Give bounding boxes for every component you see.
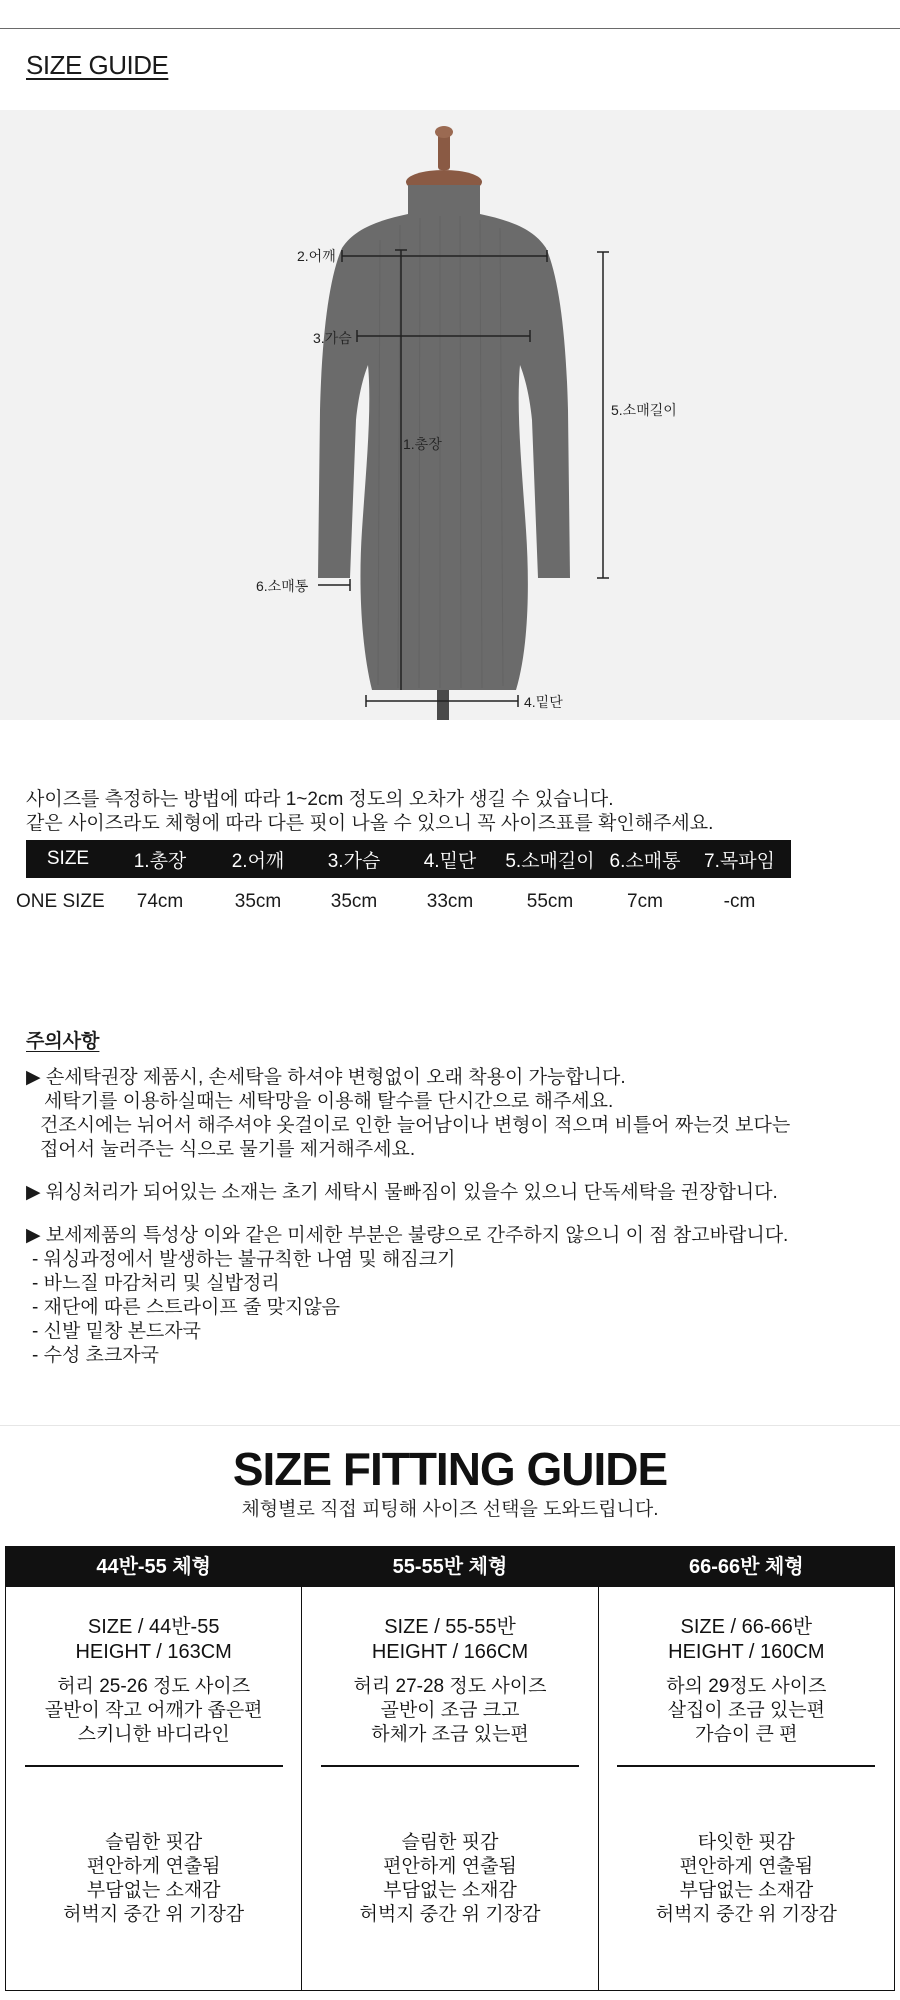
note-line: 같은 사이즈라도 체형에 따라 다른 핏이 나올 수 있으니 꼭 사이즈표를 확인해주세요. (26, 813, 714, 834)
size-table (0, 840, 791, 926)
note-line: 사이즈를 측정하는 방법에 따라 1~2cm 정도의 오차가 생길 수 있습니다. (26, 789, 614, 810)
fitting-desc (302, 1675, 597, 1747)
size-table-header-row (0, 840, 791, 878)
fitting-size: SIZE / 44반-55 (87, 1616, 220, 1638)
spacer-cell (0, 840, 26, 878)
header-cell: SIZE (26, 840, 110, 878)
fitting-desc-line: 가슴이 큰 편 (695, 1724, 798, 1745)
fitting-column-head: 55-55반 체형 (302, 1547, 597, 1587)
dress-shape (318, 185, 570, 690)
notice-line: - 워싱과정에서 발생하는 불규칙한 나염 및 해짐크기 (32, 1249, 456, 1270)
fitting-height: HEIGHT / 160CM (668, 1641, 825, 1663)
fitting-desc-line: 골반이 조금 크고 (380, 1700, 520, 1721)
fitting-feel-line: 부담없는 소재감 (86, 1880, 221, 1901)
fitting-desc-line: 하체가 조금 있는편 (371, 1724, 529, 1745)
fitting-desc (6, 1675, 301, 1747)
fitting-feel-line: 허벅지 중간 위 기장감 (359, 1904, 541, 1925)
fitting-column-head: 66-66반 체형 (599, 1547, 894, 1587)
fitting-desc-line: 골반이 작고 어깨가 좁은편 (44, 1700, 263, 1721)
header-cell: 5.소매길이 (498, 840, 602, 878)
value-cell: 35cm (234, 891, 282, 912)
fitting-feel (302, 1831, 597, 1927)
fitting-size-block (6, 1615, 301, 1665)
page-title: SIZE GUIDE (26, 50, 169, 80)
notice-line: 건조시에는 뉘어서 해주셔야 옷걸이로 인한 늘어남이나 변형이 적으며 비틀어 짜는것 보다는 (40, 1115, 791, 1136)
label-chest: 3.가슴 (313, 330, 352, 346)
label-length: 1.총장 (403, 436, 442, 452)
fitting-size: SIZE / 66-66반 (680, 1616, 813, 1638)
fitting-desc-line: 허리 25-26 정도 사이즈 (57, 1676, 251, 1697)
mannequin-knob (435, 126, 453, 138)
value-cell: -cm (723, 891, 756, 912)
header-cell: 6.소매통 (602, 840, 688, 878)
fitting-feel (599, 1831, 894, 1927)
label-sleeve-length: 5.소매길이 (611, 402, 677, 418)
fitting-feel-line: 부담없는 소재감 (383, 1880, 517, 1901)
fitting-feel-line: 슬림한 핏감 (401, 1832, 499, 1853)
fitting-feel-line: 허벅지 중간 위 기장감 (655, 1904, 837, 1925)
fitting-feel-line: 허벅지 중간 위 기장감 (63, 1904, 245, 1925)
fitting-height: HEIGHT / 163CM (75, 1641, 232, 1663)
fitting-desc-line: 허리 27-28 정도 사이즈 (353, 1676, 547, 1697)
measurement-diagram (0, 110, 900, 720)
fitting-height: HEIGHT / 166CM (371, 1641, 529, 1663)
fitting-rule (617, 1765, 875, 1767)
header-cell: 7.목파임 (688, 840, 791, 878)
label-hem: 4.밑단 (524, 694, 563, 710)
value-cell: 74cm (136, 891, 184, 912)
fitting-column (599, 1547, 894, 1990)
notice-line: 접어서 눌러주는 식으로 물기를 제거해주세요. (40, 1139, 416, 1160)
fitting-column (302, 1547, 598, 1990)
notice-line: - 신발 밑창 본드자국 (32, 1321, 201, 1342)
dress-illustration (0, 110, 900, 720)
fitting-feel-line: 슬림한 핏감 (105, 1832, 203, 1853)
top-divider (0, 28, 900, 29)
label-shoulder: 2.어깨 (297, 248, 336, 264)
fitting-feel (6, 1831, 301, 1927)
notice-line: ▶ 손세탁권장 제품시, 손세탁을 하셔야 변형없이 오래 착용이 가능합니다. (26, 1067, 626, 1088)
fitting-feel-line: 부담없는 소재감 (679, 1880, 814, 1901)
fitting-column-head: 44반-55 체형 (6, 1547, 301, 1587)
fitting-desc (599, 1675, 894, 1747)
fitting-size-block (302, 1615, 597, 1665)
fitting-size: SIZE / 55-55반 (384, 1616, 516, 1638)
fitting-feel-line: 타잇한 핏감 (697, 1832, 795, 1853)
value-cell: 55cm (526, 891, 574, 912)
fitting-column (6, 1547, 302, 1990)
size-table-row (0, 878, 791, 926)
notice-line: ▶ 보세제품의 특성상 이와 같은 미세한 부분은 불량으로 간주하지 않으니 이 점 참고바랍니다. (26, 1225, 789, 1246)
section-divider (0, 1425, 900, 1426)
notice-line: ▶ 워싱처리가 되어있는 소재는 초기 세탁시 물빠짐이 있을수 있으니 단독세탁을 권장합니다. (26, 1182, 778, 1203)
label-sleeve-width: 6.소매통 (256, 578, 309, 594)
fitting-desc-line: 스키니한 바디라인 (77, 1724, 230, 1745)
header-cell: 4.밑단 (402, 840, 498, 878)
fitting-subtitle: 체형별로 직접 피팅해 사이즈 선택을 도와드립니다. (241, 1499, 659, 1520)
notice-line: 세탁기를 이용하실때는 세탁망을 이용해 탈수를 단시간으로 해주세요. (44, 1091, 614, 1112)
fitting-desc-line: 하의 29정도 사이즈 (666, 1676, 827, 1697)
notice-title: 주의사항 (26, 1031, 100, 1052)
fitting-table (5, 1546, 895, 1991)
header-cell: 2.어깨 (210, 840, 306, 878)
fitting-rule (25, 1765, 283, 1767)
value-cell: 7cm (627, 891, 663, 912)
fitting-title: SIZE FITTING GUIDE (232, 1443, 668, 1495)
fitting-rule (321, 1765, 579, 1767)
fitting-feel-line: 편안하게 연출됨 (86, 1856, 221, 1877)
value-cell: 33cm (426, 891, 474, 912)
value-cell: ONE SIZE (16, 891, 105, 912)
fitting-column-body (599, 1615, 894, 1927)
value-cell: 35cm (330, 891, 378, 912)
notice-line: - 바느질 마감처리 및 실밥정리 (32, 1273, 280, 1294)
header-cell: 1.총장 (110, 840, 210, 878)
fitting-column-body (6, 1615, 301, 1927)
fitting-column-body (302, 1615, 597, 1927)
fitting-feel-line: 편안하게 연출됨 (679, 1856, 814, 1877)
fitting-size-block (599, 1615, 894, 1665)
fitting-desc-line: 살집이 조금 있는편 (667, 1700, 826, 1721)
fitting-feel-line: 편안하게 연출됨 (383, 1856, 517, 1877)
header-cell: 3.가슴 (306, 840, 402, 878)
notice-line: - 재단에 따른 스트라이프 줄 맞지않음 (32, 1297, 341, 1318)
notice-line: - 수성 초크자국 (32, 1345, 160, 1366)
